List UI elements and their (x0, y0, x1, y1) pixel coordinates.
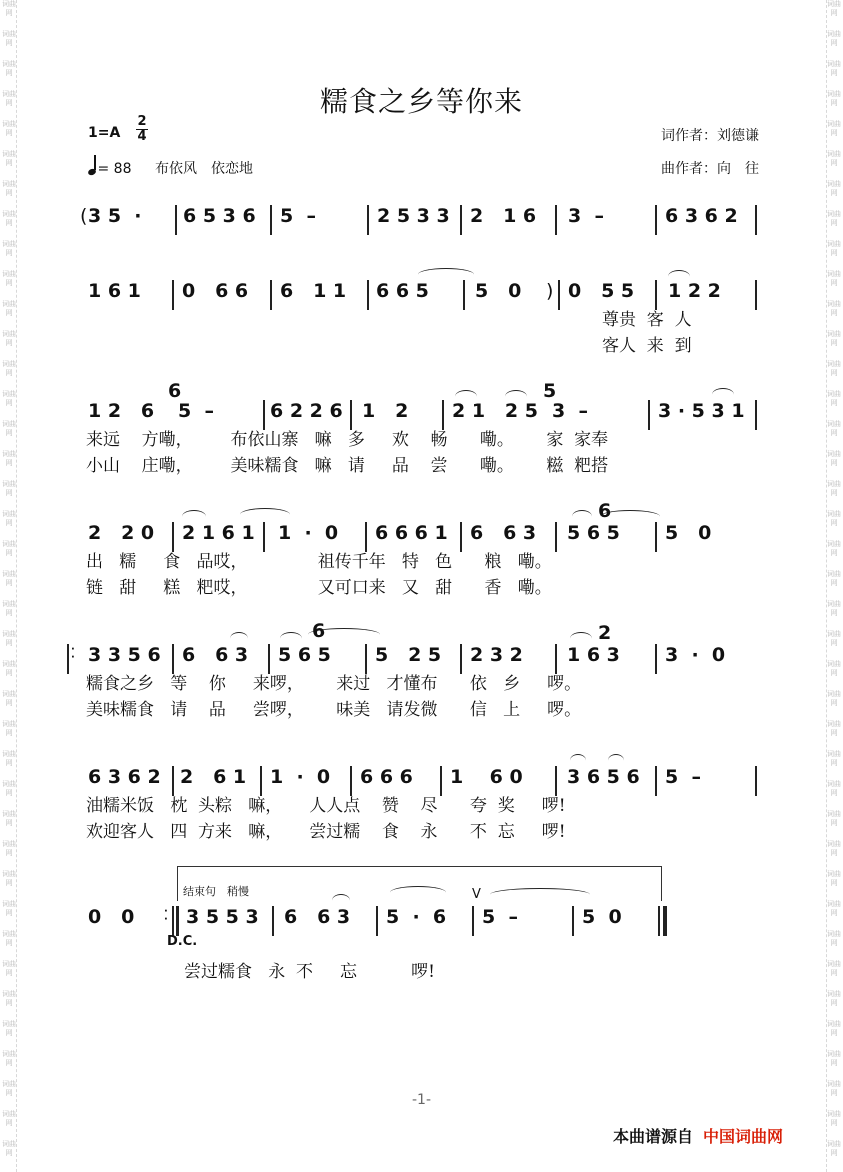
time-sig-denominator: 4 (137, 129, 147, 144)
measure: 1 · 0 (270, 766, 331, 788)
measure: 6 3 6 2 (665, 205, 738, 227)
measure: 2 1 2 5 (452, 400, 538, 422)
source-label: 本曲谱源自 (613, 1127, 694, 1146)
measure: 1 6 1 (88, 280, 141, 302)
lyric-ending: 尝过糯食 永 不 忘 啰! (184, 962, 435, 982)
measure: 1 · 0 (278, 522, 339, 544)
measure: 3 · 5 3 1 (658, 400, 745, 422)
ending-label: 结束句 稍慢 (183, 885, 249, 898)
measure: 1 2 2 (668, 280, 721, 302)
dc-marking: D.C. (167, 934, 198, 949)
tempo-marking (88, 158, 132, 177)
measure: 2 1 6 (470, 205, 537, 227)
lyric-verse-1: 来远 方嘞， 布依山寨 嘛 多 欢 畅 嘞。 家 家奉 (86, 430, 609, 450)
measure: 6 6 6 1 (375, 522, 448, 544)
style-marking: 布依风 依恋地 (155, 161, 253, 177)
measure: 5 – (665, 766, 701, 788)
lyric-verse-1: 出 糯 食 品哎， 祖传千年 特 色 粮 嘞。 (86, 552, 552, 572)
measure: 5 0 (582, 906, 622, 928)
source-credit (613, 1124, 783, 1147)
measure: 3 – (552, 400, 588, 422)
close-paren: ) (546, 280, 554, 302)
measure: 5 – (178, 400, 214, 422)
measure: 5 2 5 (375, 644, 442, 666)
tempo-value: = 88 (97, 161, 132, 177)
measure: 1 2 6 (88, 400, 155, 422)
measure: 1 6 0 (450, 766, 523, 788)
measure: 3 – (568, 205, 604, 227)
measure: 0 5 5 (568, 280, 635, 302)
composer-credit: 曲作者：向 往 (661, 161, 759, 177)
lyric-verse-2: 客人 来 到 (602, 336, 692, 356)
lyric-verse-1: 糯食之乡 等 你 来啰， 来过 才懂布 依 乡 啰。 (86, 674, 582, 694)
measure: 5 – (482, 906, 518, 928)
measure: 3 6 5 6 (567, 766, 640, 788)
measure: 1 2 (362, 400, 409, 422)
measure: 6 5 3 6 (183, 205, 256, 227)
lyric-verse-1: 尊贵 客 人 (602, 310, 692, 330)
lyric-verse-2: 小山 庄嘞， 美味糯食 嘛 请 品 尝 嘞。 糍 粑搭 (86, 456, 609, 476)
measure: 6 2 2 6 (270, 400, 343, 422)
measure: 0 6 6 (182, 280, 249, 302)
key-signature: 1=A (88, 125, 121, 141)
grace-note: 5 (543, 380, 557, 402)
lyric-verse-1: 油糯米饭 枕 头粽 嘛， 人人点 赞 尽 夸 奖 啰! (86, 796, 566, 816)
measure: 6 6 5 (376, 280, 429, 302)
lyricist-credit: 词作者：刘德谦 (661, 128, 759, 144)
measure: 3 · 0 (665, 644, 726, 666)
left-watermark-strip: 词曲网 词曲网 词曲网 词曲网 词曲网 词曲网 词曲网 词曲网 词曲网 词曲网 词曲网 词曲网 词曲网 词曲网 词曲网 词曲网 词曲网 词曲网 词曲网 词曲网 词曲网 词曲网 词曲网 词曲网 词曲网 词曲网 词曲网 词曲网 词曲网 词曲网 词曲网 词曲网 词曲网 词曲网 词曲网 词曲网 词曲网 词曲网 词曲网 (2, 0, 17, 1172)
measure: 6 6 6 (360, 766, 413, 788)
measure: 3 5 5 3 (186, 906, 259, 928)
measure: 6 3 6 2 (88, 766, 161, 788)
page-number: -1- (411, 1092, 431, 1108)
measure: 3 5 · (88, 205, 142, 227)
right-watermark-strip: 词曲网 词曲网 词曲网 词曲网 词曲网 词曲网 词曲网 词曲网 词曲网 词曲网 词曲网 词曲网 词曲网 词曲网 词曲网 词曲网 词曲网 词曲网 词曲网 词曲网 词曲网 词曲网 词曲网 词曲网 词曲网 词曲网 词曲网 词曲网 词曲网 词曲网 词曲网 词曲网 词曲网 词曲网 词曲网 词曲网 词曲网 词曲网 词曲网 (826, 0, 841, 1172)
lyric-verse-2: 链 甜 糕 粑哎， 又可口来 又 甜 香 嘞。 (86, 578, 552, 598)
song-title: 糯食之乡等你来 (319, 85, 523, 118)
measure: 2 2 0 (88, 522, 155, 544)
breath-mark: V (472, 887, 481, 902)
measure: 5 0 (475, 280, 522, 302)
measure: 5 6 5 (567, 522, 620, 544)
measure: 2 3 2 (470, 644, 523, 666)
lyric-verse-2: 欢迎客人 四 方来 嘛， 尝过糯 食 永 不 忘 啰! (86, 822, 566, 842)
measure: 6 6 3 (284, 906, 351, 928)
time-sig-numerator: 2 (137, 114, 147, 129)
measure: 5 · 6 (386, 906, 447, 928)
time-signature (136, 115, 148, 144)
measure: 5 6 5 (278, 644, 331, 666)
measure: 6 6 3 (182, 644, 249, 666)
measure: 1 6 3 (567, 644, 620, 666)
measure: 5 0 (665, 522, 712, 544)
measure: 3 3 5 6 (88, 644, 161, 666)
lyric-verse-2: 美味糯食 请 品 尝啰， 味美 请发微 信 上 啰。 (86, 700, 582, 720)
measure: 0 0 (88, 906, 135, 928)
source-site: 中国词曲网 (703, 1127, 784, 1146)
open-paren: ( (80, 205, 88, 227)
measure: 5 – (280, 205, 316, 227)
measure: 6 1 1 (280, 280, 347, 302)
grace-note: 2 (598, 622, 612, 644)
measure: 2 6 1 (180, 766, 247, 788)
grace-note: 6 (168, 380, 182, 402)
measure: 2 1 6 1 (182, 522, 255, 544)
measure: 2 5 3 3 (377, 205, 450, 227)
measure: 6 6 3 (470, 522, 537, 544)
grace-note: 6 (598, 500, 612, 522)
grace-note: 6 (312, 620, 326, 642)
